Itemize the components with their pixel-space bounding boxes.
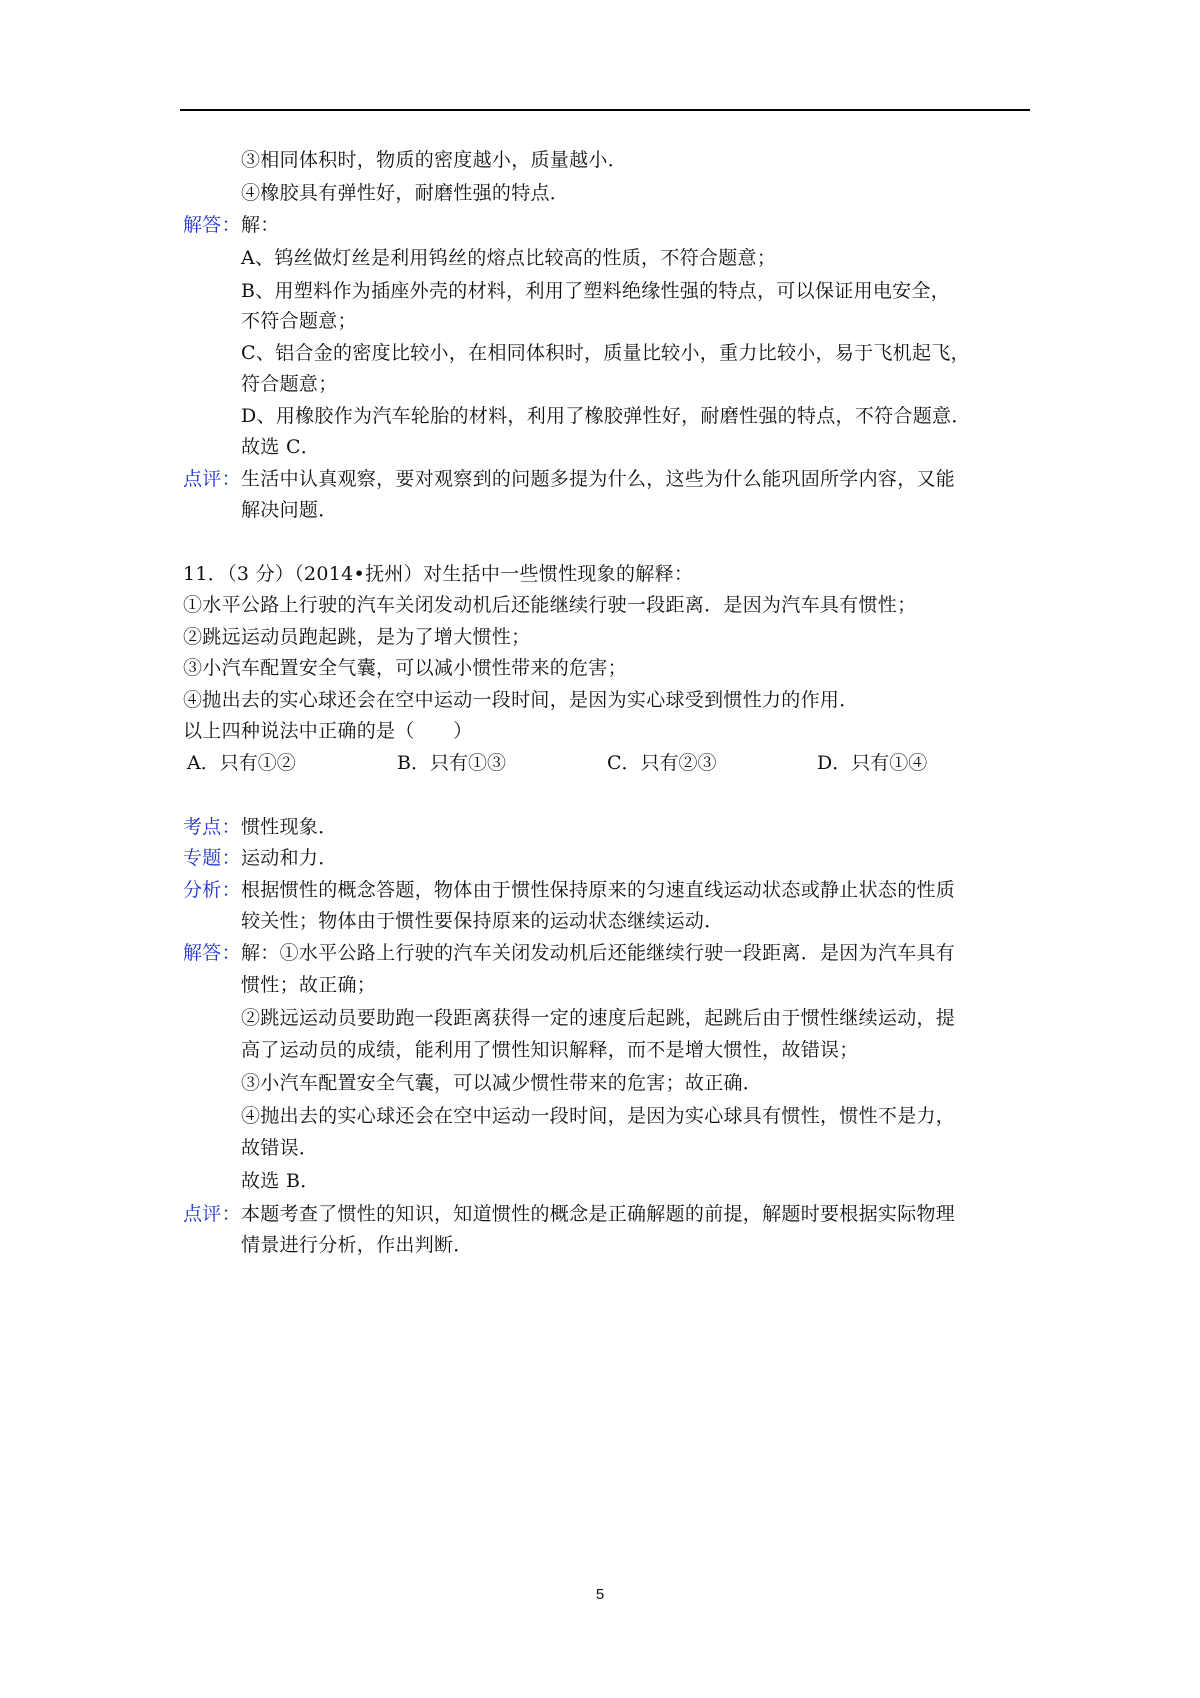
header-rule [180, 109, 1030, 111]
statement: ②跳远运动员跑起跳，是为了增大惯性； [183, 626, 531, 648]
dianping-label: 点评： [183, 1203, 241, 1225]
zhuanti-label: 专题： [183, 847, 241, 869]
answer-line: 符合题意； [241, 373, 338, 395]
prev-item-4: ④橡胶具有弹性好，耐磨性强的特点． [241, 182, 570, 204]
kaodian-text: 惯性现象． [241, 816, 338, 838]
question-prompt: 以上四种说法中正确的是（ ） [183, 720, 473, 742]
option-b: B．只有①③ [397, 752, 506, 774]
jieda-conclusion: 故选 B． [241, 1170, 320, 1192]
answer-line: 不符合题意； [241, 310, 357, 332]
dianping-line: 情景进行分析，作出判断． [241, 1234, 473, 1256]
statement: ③小汽车配置安全气囊，可以减小惯性带来的危害； [183, 657, 627, 679]
option-a: A．只有①② [187, 752, 296, 774]
zhuanti-text: 运动和力． [241, 847, 338, 869]
statement: ④抛出去的实心球还会在空中运动一段时间，是因为实心球受到惯性力的作用． [183, 689, 859, 711]
option-d: D．只有①④ [817, 752, 928, 774]
answer-line: A、钨丝做灯丝是利用钨丝的熔点比较高的性质，不符合题意； [241, 247, 777, 269]
statement: ①水平公路上行驶的汽车关闭发动机后还能继续行驶一段距离．是因为汽车具有惯性； [183, 594, 917, 616]
answer-label: 解答： [183, 214, 241, 236]
comment-line: 生活中认真观察，要对观察到的问题多提为什么，这些为什么能巩固所学内容，又能 [241, 468, 956, 490]
answer-line: C、铝合金的密度比较小，在相同体积时，质量比较小，重力比较小，易于飞机起飞， [241, 342, 970, 364]
option-c: C．只有②③ [607, 752, 717, 774]
jieda-label: 解答： [183, 942, 241, 964]
answer-line: D、用橡胶作为汽车轮胎的材料，利用了橡胶弹性好，耐磨性强的特点，不符合题意． [241, 405, 971, 427]
answer-conclusion: 故选 C． [241, 436, 321, 458]
jieda-line: 解：①水平公路上行驶的汽车关闭发动机后还能继续行驶一段距离．是因为汽车具有 [241, 942, 956, 964]
comment-line: 解决问题． [241, 499, 338, 521]
answer-line: B、用塑料作为插座外壳的材料，利用了塑料绝缘性强的特点，可以保证用电安全， [241, 280, 951, 302]
answer-intro: 解： [241, 214, 280, 236]
fenxi-label: 分析： [183, 879, 241, 901]
jieda-line: 高了运动员的成绩，能利用了惯性知识解释，而不是增大惯性，故错误； [241, 1039, 859, 1061]
jieda-line: 故错误． [241, 1137, 319, 1159]
jieda-line: ④抛出去的实心球还会在空中运动一段时间，是因为实心球具有惯性，惯性不是力， [241, 1105, 956, 1127]
jieda-line: ②跳远运动员要助跑一段距离获得一定的速度后起跳，起跳后由于惯性继续运动，提 [241, 1007, 956, 1029]
jieda-line: ③小汽车配置安全气囊，可以减少惯性带来的危害；故正确． [241, 1072, 763, 1094]
jieda-line: 惯性；故正确； [241, 974, 377, 996]
kaodian-label: 考点： [183, 816, 241, 838]
prev-item-3: ③相同体积时，物质的密度越小，质量越小． [241, 149, 628, 171]
fenxi-line: 较关性；物体由于惯性要保持原来的运动状态继续运动． [241, 910, 724, 932]
question-header: 11．（3 分）（2014•抚州）对生括中一些惯性现象的解释： [183, 563, 694, 585]
fenxi-line: 根据惯性的概念答题，物体由于惯性保持原来的匀速直线运动状态或静止状态的性质 [241, 879, 956, 901]
page-number: 5 [595, 1586, 605, 1603]
dianping-line: 本题考查了惯性的知识，知道惯性的概念是正确解题的前提，解题时要根据实际物理 [241, 1203, 956, 1225]
comment-label: 点评： [183, 468, 241, 490]
